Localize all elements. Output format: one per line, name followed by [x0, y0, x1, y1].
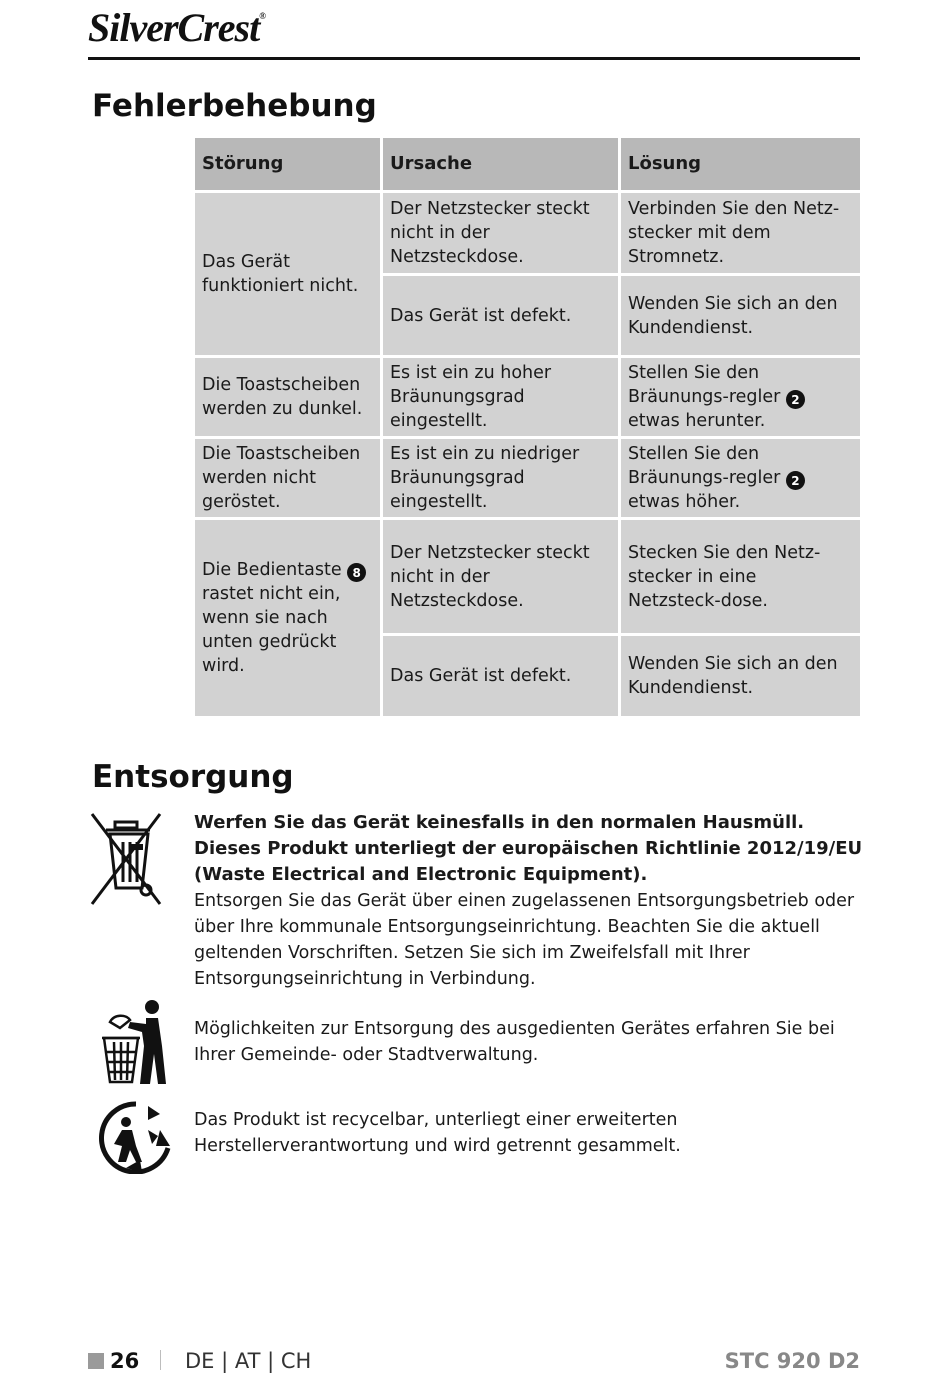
solution-text: [628, 442, 853, 515]
solution-text: [628, 361, 853, 434]
person-bin-icon: [100, 998, 172, 1088]
header-ursache: Ursache: [383, 138, 618, 190]
part-number-badge: 8: [347, 563, 366, 582]
solution-text-end: etwas herunter.: [628, 411, 766, 432]
cause-cell: [383, 439, 618, 517]
problem-cell: [195, 439, 380, 517]
cause-cell: [383, 193, 618, 273]
crossed-bin-icon: [90, 812, 162, 908]
part-number-badge: 2: [786, 390, 805, 409]
cause-text: Das Gerät ist defekt.: [390, 666, 572, 686]
cause-cell: [383, 520, 618, 633]
solution-cell: [621, 636, 860, 716]
brand-name: SilverCrest: [88, 5, 260, 50]
cause-cell: [383, 636, 618, 716]
solution-text-start: Stellen Sie den Bräunungs-regler: [628, 443, 781, 488]
solution-cell: [621, 520, 860, 633]
solution-cell: [621, 276, 860, 355]
model-number: STC 920 D2: [724, 1349, 860, 1373]
problem-cell: [195, 520, 380, 716]
registered-mark: ®: [259, 11, 265, 21]
header-stoerung: Störung: [195, 138, 380, 190]
solution-text-start: Stellen Sie den Bräunungs-regler: [628, 362, 781, 407]
triman-recycle-icon: [98, 1100, 174, 1174]
header-loesung: Lösung: [621, 138, 860, 190]
cause-text: Der Netzstecker steckt nicht in der Netzsteckdose.: [390, 542, 590, 611]
cause-cell: [383, 276, 618, 355]
troubleshooting-title: Fehlerbehebung: [92, 88, 377, 124]
problem-cell: [195, 358, 380, 436]
problem-text: Das Gerät funktioniert nicht.: [202, 252, 359, 296]
solution-cell: [621, 439, 860, 517]
recycle-text: Das Produkt ist recycelbar, unterliegt einer erweiterten Herstellerverantwortung und wird getrennt gesammelt.: [194, 1110, 681, 1156]
page-number: 26: [110, 1349, 140, 1373]
solution-cell: [621, 358, 860, 436]
solution-text-end: etwas höher.: [628, 492, 741, 513]
header-rule: [88, 57, 860, 60]
municipality-text: Möglichkeiten zur Entsorgung des ausgedienten Gerätes erfahren Sie bei Ihrer Gemeinde- oder Stadtverwaltung.: [194, 1019, 835, 1065]
cause-text: Es ist ein zu niedriger Bräunungsgrad eingestellt.: [390, 444, 580, 512]
part-number-badge: 2: [786, 471, 805, 490]
problem-text-start: Die Bedientaste: [202, 559, 342, 580]
cause-text: Der Netzstecker steckt nicht in der Netzsteckdose.: [390, 199, 590, 267]
problem-text-end: rastet nicht ein, wenn sie nach unten gedrückt wird.: [202, 584, 341, 677]
problem-cell: [195, 193, 380, 355]
solution-text: Wenden Sie sich an den Kundendienst.: [628, 654, 838, 698]
brand-logo: [88, 5, 265, 50]
language-codes: DE | AT | CH: [185, 1349, 312, 1373]
disposal-title: Entsorgung: [92, 759, 294, 795]
solution-text: Stecken Sie den Netz-stecker in eine Netzsteck-dose.: [628, 542, 821, 611]
solution-text: Wenden Sie sich an den Kundendienst.: [628, 293, 838, 338]
cause-text: Es ist ein zu hoher Bräunungsgrad eingestellt.: [390, 363, 552, 431]
solution-cell: [621, 193, 860, 273]
cause-cell: [383, 358, 618, 436]
solution-text: Verbinden Sie den Netz-stecker mit dem Stromnetz.: [628, 199, 840, 267]
footer-divider: [160, 1350, 161, 1370]
weee-warning: Werfen Sie das Gerät keinesfalls in den normalen Hausmüll. Dieses Produkt unterliegt der europäischen Richtlinie 2012/19/EU (Waste Electrical and Electronic Equipment).: [194, 812, 863, 885]
cause-text: Das Gerät ist defekt.: [390, 305, 572, 326]
problem-text: Die Toastscheiben werden zu dunkel.: [202, 375, 363, 419]
weee-text: Entsorgen Sie das Gerät über einen zugelassenen Entsorgungsbetrieb oder über Ihre kommunale Entsorgungseinrichtung. Beachten Sie die aktuell geltenden Vorschriften. Setzen Sie sich im Zweifelsfall mit Ihrer Entsorgungseinrichtung in Verbindung.: [194, 891, 855, 989]
problem-text: Die Toastscheiben werden nicht geröstet.: [202, 444, 361, 512]
page-marker: [88, 1353, 104, 1369]
problem-text: [202, 558, 373, 679]
